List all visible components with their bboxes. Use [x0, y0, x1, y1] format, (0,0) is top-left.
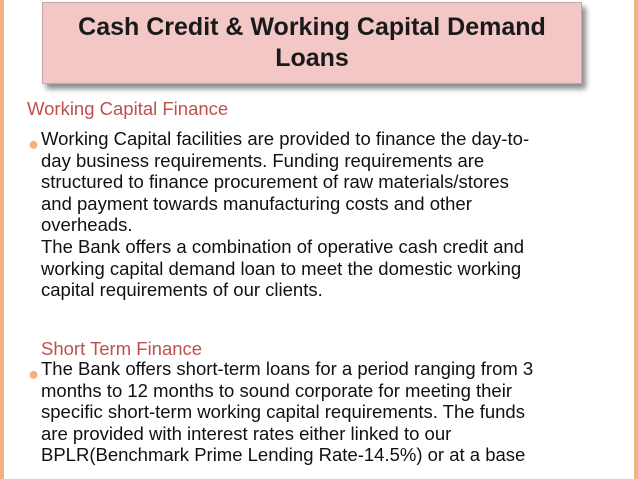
paragraph-line: day business requirements. Funding requirements are — [41, 149, 485, 171]
paragraph-line: Working Capital facilities are provided to finance the day-to- — [41, 128, 530, 149]
paragraph-line: specific short-term working capital requirements. The funds — [41, 401, 525, 423]
section-heading-working-capital-finance: Working Capital Finance — [27, 98, 229, 119]
paragraph-line: The Bank offers short-term loans for a period ranging from 3 — [41, 358, 534, 379]
short-term-paragraph — [41, 358, 621, 466]
paragraph-line: months to 12 months to sound corporate for meeting their — [41, 379, 512, 401]
paragraph-line: working capital demand loan to meet the domestic working — [41, 257, 522, 279]
title-line-2: Loans — [275, 44, 349, 72]
paragraph-line: BPLR(Benchmark Prime Lending Rate-14.5%) or at a base — [41, 444, 526, 466]
paragraph-line: and payment towards manufacturing costs and other — [41, 192, 472, 214]
left-accent-bar — [0, 0, 4, 479]
paragraph-line: The Bank offers a combination of operative cash credit and — [41, 235, 524, 257]
right-accent-bar — [634, 0, 638, 479]
bullet-icon: ● — [28, 133, 40, 154]
paragraph-line: capital requirements of our clients. — [41, 279, 323, 301]
paragraph-line: are provided with interest rates either linked to our — [41, 422, 452, 444]
paragraph-line: overheads. — [41, 214, 133, 236]
section-heading-short-term-finance: Short Term Finance — [41, 338, 203, 359]
bullet-icon: ● — [28, 363, 40, 384]
title-line-1: Cash Credit & Working Capital Demand — [78, 13, 546, 41]
slide-title — [42, 2, 582, 84]
working-capital-paragraph — [41, 128, 621, 301]
paragraph-line: structured to finance procurement of raw materials/stores — [41, 171, 509, 193]
